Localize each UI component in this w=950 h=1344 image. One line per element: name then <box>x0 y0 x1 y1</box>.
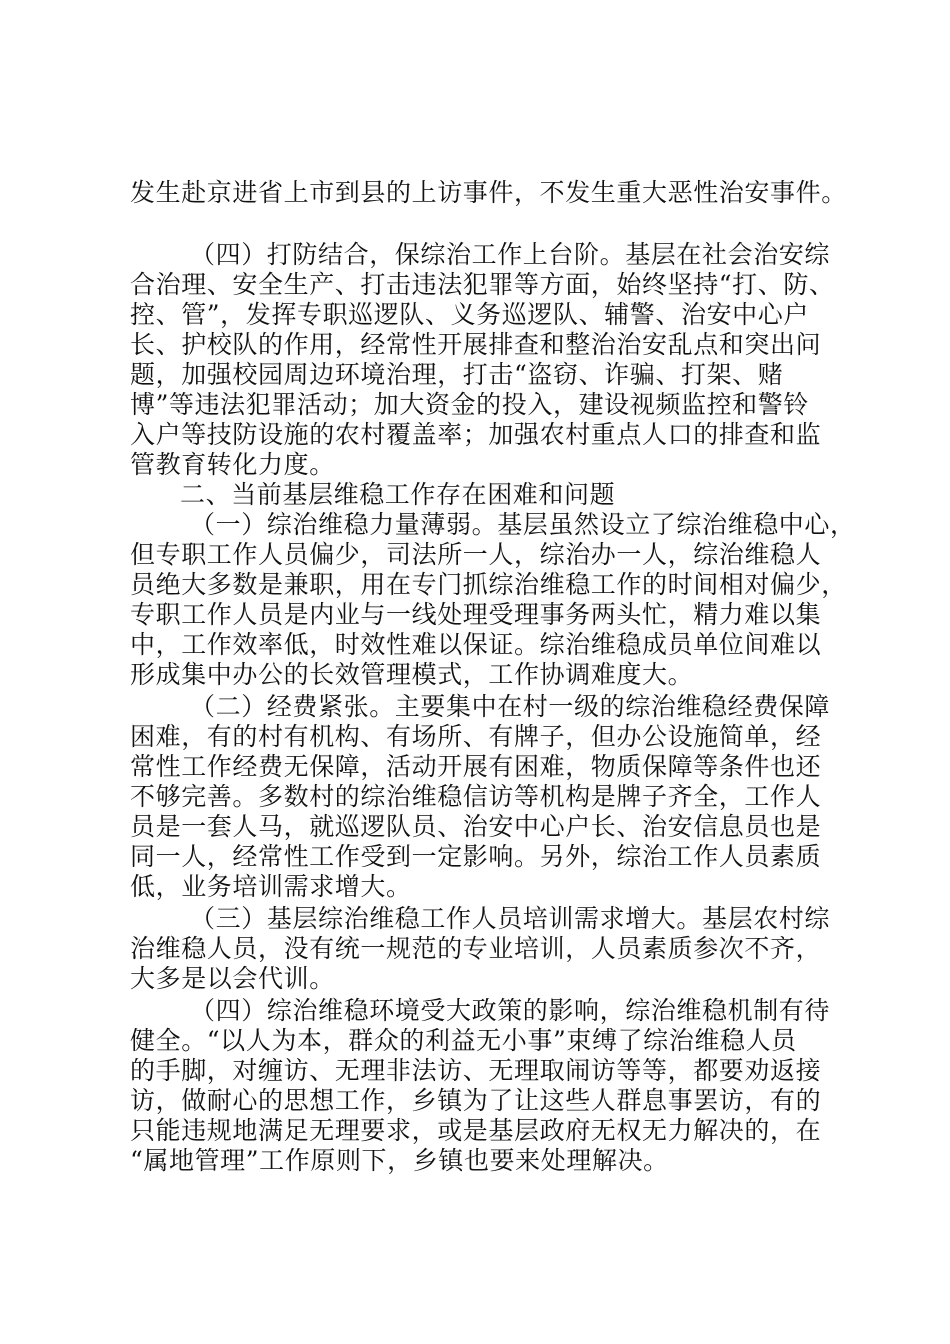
body-text-line: 控、管”，发挥专职巡逻队、义务巡逻队、辅警、治安中心户 <box>130 300 809 329</box>
body-text-line: 只能违规地满足无理要求，或是基层政府无权无力解决的，在 <box>130 1116 822 1145</box>
body-text-line: 专职工作人员是内业与一线处理受理事务两头忙，精力难以集 <box>130 600 822 629</box>
body-text-line: 的手脚，对缠访、无理非法访、无理取闹访等等，都要劝返接 <box>130 1056 822 1085</box>
body-text-line: 员绝大多数是兼职，用在专门抓综治维稳工作的时间相对偏少， <box>130 570 847 599</box>
body-text-line: 中，工作效率低，时效性难以保证。综治维稳成员单位间难以 <box>130 630 822 659</box>
body-text-line: 长、护校队的作用，经常性开展排查和整治治安乱点和突出问 <box>130 330 822 359</box>
body-text-line: 治维稳人员，没有统一规范的专业培训，人员素质参次不齐， <box>130 934 822 963</box>
body-text-line: 健全。“以人为本，群众的利益无小事”束缚了综治维稳人员 <box>130 1026 797 1055</box>
body-text-line: 同一人，经常性工作受到一定影响。另外，综治工作人员素质 <box>130 842 822 871</box>
body-text-line: 不够完善。多数村的综治维稳信访等机构是牌子齐全，工作人 <box>130 782 822 811</box>
section-paragraph-start: （四）打防结合，保综治工作上台阶。基层在社会治安综 <box>190 240 831 269</box>
body-text-line: 访，做耐心的思想工作，乡镇为了让这些人群息事罢访，有的 <box>130 1086 822 1115</box>
section-paragraph-start: （四）综治维稳环境受大政策的影响，综治维稳机制有待 <box>190 996 831 1025</box>
body-text-line: 困难，有的村有机构、有场所、有牌子，但办公设施简单，经 <box>130 722 822 751</box>
body-text-line: 常性工作经费无保障，活动开展有困难，物质保障等条件也还 <box>130 752 822 781</box>
body-text-line: 博”等违法犯罪活动；加大资金的投入，建设视频监控和警铃 <box>130 390 809 419</box>
section-paragraph-start: （一）综治维稳力量薄弱。基层虽然设立了综治维稳中心， <box>190 510 856 539</box>
body-text-line: 入户等技防设施的农村覆盖率；加强农村重点人口的排查和监 <box>130 420 822 449</box>
section-paragraph-start: （三）基层综治维稳工作人员培训需求增大。基层农村综 <box>190 904 831 933</box>
body-text-line: “属地管理”工作原则下，乡镇也要来处理解决。 <box>130 1146 669 1175</box>
section-paragraph-start: （二）经费紧张。主要集中在村一级的综治维稳经费保障 <box>190 692 831 721</box>
body-text-line: 形成集中办公的长效管理模式，工作协调难度大。 <box>130 660 694 689</box>
body-text-line: 发生赴京进省上市到县的上访事件，不发生重大恶性治安事件。 <box>130 178 847 207</box>
body-text-line: 但专职工作人员偏少，司法所一人，综治办一人，综治维稳人 <box>130 540 822 569</box>
section-heading: 二、当前基层维稳工作存在困难和问题 <box>180 480 616 509</box>
body-text-line: 题，加强校园周边环境治理，打击“盗窃、诈骗、打架、赌 <box>130 360 784 389</box>
body-text-line: 员是一套人马，就巡逻队员、治安中心户长、治安信息员也是 <box>130 812 822 841</box>
body-text-line: 管教育转化力度。 <box>130 450 335 479</box>
body-text-line: 合治理、安全生产、打击违法犯罪等方面，始终坚持“打、防、 <box>130 270 835 299</box>
body-text-line: 低，业务培训需求增大。 <box>130 872 412 901</box>
body-text-line: 大多是以会代训。 <box>130 964 335 993</box>
